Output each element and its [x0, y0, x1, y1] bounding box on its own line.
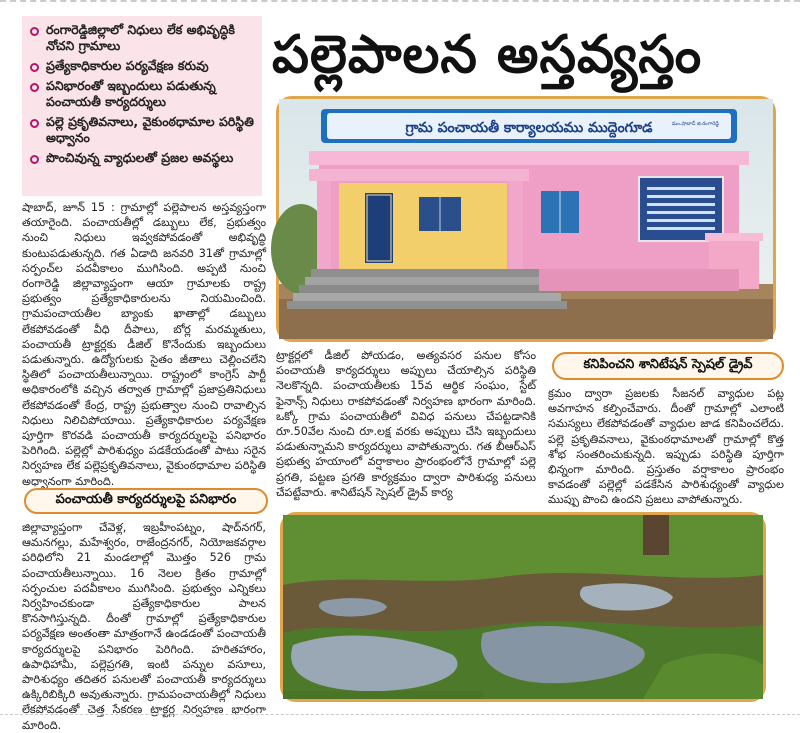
- highlight-text: పొంచివున్న వ్యాధులతో ప్రజల అవస్థలు: [46, 150, 234, 165]
- panchayat-office-photo: [276, 96, 776, 342]
- highlight-item: [30, 114, 256, 146]
- highlight-item: [30, 150, 256, 166]
- bullet-circle-icon: [30, 27, 39, 36]
- highlight-text: రంగారెడ్డిజిల్లాలో నిధులు లేక అభివృద్ధికి నోచని గ్రామాలు: [46, 22, 235, 53]
- top-dashed-rule: [0, 0, 800, 2]
- article-body-col3: క్రమం ద్వారా ప్రజలకు సీజనల్ వ్యాధుల పట్ల అవగాహన కల్పించేవారు. దీంతో గ్రామాల్లో ఎలాంటి సమస్యలు లేకపోవడంతో వ్యాధుల జాడ కనిపించలేదు. పల్లె ప్రకృతివనాలు, వైకుంఠధామాలతో గ్రామాల్లో కొత్త శోభ సంతరించుకున్నది. ఇప్పుడు పరిస్థితి పూర్తిగా భిన్నంగా మారింది. ప్రస్తుతం వర్షాకాలం ప్రారంభం కావడంతో పల్లెల్లో పడకేసిన పారిశుధ్యంతో వ్యాధుల ముప్పు పొంచి ఉందని ప్రజలు వాపోతున్నారు.: [548, 387, 784, 507]
- building-illustration: [279, 99, 773, 339]
- bullet-circle-icon: [30, 83, 39, 92]
- highlight-text: ప్రత్యేకాధికారుల పర్యవేక్షణ కరువు: [46, 58, 209, 73]
- headline: పల్లెపాలన అస్తవ్యస్తం: [272, 25, 703, 85]
- puddle-illustration: [283, 515, 763, 699]
- subheading-secretaries: పంచాయతీ కార్యదర్శులపై పనిభారం: [24, 488, 268, 514]
- article-body-col1-bottom: జిల్లావ్యాప్తంగా చేవెళ్ల, ఇబ్రహీంపట్నం, షాద్‌నగర్, ఆమనగల్లు, మహేశ్వరం, రాజేంద్రనగర్, నియోజకవర్గాల పరిధిలోని 21 మండలాల్లో మొత్తం 526 గ్రామ పంచాయతీలున్నాయి. 16 నెలల క్రితం గ్రామాల్లో సర్పంచుల పదవీకాలం ముగిసింది. ప్రభుత్వం ఎన్నికలు నిర్వహించకుండా ప్రత్యేకాధికారుల పాలన కొనసాగిస్తున్నది. దీంతో గ్రామాల్లో ప్రత్యేకాధికారుల పర్యవేక్షణ అంతంతా మాత్రంగానే ఉండడంతో పంచాయతీ కార్యదర్శులపై పనిభారం పెరిగింది. హరితహారం, ఉపాధిహామీ, పల్లెప్రగతి, ఇంటి పన్నుల వసూలు, పారిశుధ్యం తదితర పనులతో పంచాయతీ కార్యదర్శులు ఉక్కిరిబిక్కిరి అవుతున్నారు. గ్రామపంచాయతీల్లో నిధులు లేకపోవడంతో చెత్త సేకరణ ట్రాక్టర్ల నిర్వహణ భారంగా మారింది.: [22, 521, 266, 732]
- bottom-dashed-rule: [0, 714, 800, 715]
- subheading-sanitation-drive: కనిపించని శానిటేషన్ స్పెషల్ డ్రైవ్: [552, 352, 784, 380]
- bullet-circle-icon: [30, 63, 39, 72]
- highlights-box: [22, 16, 262, 196]
- article-body-col2: ట్రాక్టర్లలో డీజిల్ పోయడం, అత్యవసర పనుల కోసం పంచాయతీ కార్యదర్శులు అప్పులు చేయాల్సిన పరిస్థితి నెలకొన్నది. పంచాయతీలకు 15వ ఆర్థిక సంఘం, స్టేట్ ఫైనాన్స్ నిధులు రాకపోవడంతో నిర్వహణ భారంగా మారింది. ఒక్కో గ్రామ పంచాయతీలో వివిధ పనులు చేపట్టడానికి రూ.50వేల నుంచి రూ.లక్ష వరకు అప్పులు చేసి ఇబ్బందులు పడుతున్నామని కార్యదర్శులు వాపోతున్నారు. గత బీఆర్‌ఎస్ ప్రభుత్వ హయాంలో వర్షాకాలం ప్రారంభంలోనే గ్రామాల్లో పల్లె ప్రగతి, పట్టణ ప్రగతి కార్యక్రమం ద్వారా పారిశుధ్య పనులు చేపట్టేవారు. శానిటేషన్ స్పెషల్ డ్రైవ్ కార్య: [276, 349, 536, 499]
- bullet-circle-icon: [30, 155, 39, 164]
- office-sign-text: గ్రామ పంచాయతీ కార్యాలయము ముద్దెంగూడ: [405, 120, 653, 136]
- article-body-col1: షాబాద్, జూన్ 15 : గ్రామాల్లో పల్లెపాలన అస్తవ్యస్తంగా తయారైంది. పంచాయతీల్లో డబ్బులు లేక, ప్రభుత్వం నుంచి నిధులు ఇవ్వకపోవడంతో అభివృద్ధి కుంటుపడుతున్నది. గత ఏడాది జనవరి 31తో గ్రామాల్లో సర్పంచ్‌ల పదవీకాలం ముగిసింది. అప్పటి నుంచి రంగారెడ్డి జిల్లావ్యాప్తంగా ఆయా గ్రామాలకు రాష్ట్ర ప్రభుత్వం ప్రత్యేకాధికారులను నియమించింది. గ్రామపంచాయతీల బ్యాంకు ఖాతాల్లో డబ్బులు లేకపోవడంతో వీధి దీపాలు, బోర్ల మరమ్మతులు, పంచాయతీ ట్రాక్టర్లకు డీజిల్ కొనేందుకు ఇబ్బందులు పడుతున్నారు. ఉద్యోగులకు సైతం జీతాలు చెల్లించలేని స్థితిలో పంచాయతీలున్నాయి. రాష్ట్రంలో కాంగ్రెస్ పార్టీ అధికారంలోకి వచ్చిన తర్వాత గ్రామాల్లో ప్రజాప్రతినిధులు లేకపోవడంతో కేంద్ర, రాష్ట్ర ప్రభుత్వాల నుంచి రావాల్సిన నిధులు నిలిచిపోయాయి. ప్రత్యేకాధికారుల పర్యవేక్షణ పూర్తిగా కొరవడి పంచాయతీ కార్యదర్శులపై పనిభారం పెరిగింది. పల్లెల్లో పారిశుధ్యం పడకేయడంతో పాటు సరైన నిర్వహణ లేక పల్లెప్రకృతివనాలు, వైకుంఠధామాల పరిస్థితి అధ్వానంగా మారింది.: [22, 201, 266, 488]
- stagnant-water-photo: [280, 512, 766, 702]
- highlight-item: [30, 22, 256, 54]
- highlight-text: పనిభారంతో ఇబ్బందులు పడుతున్న పంచాయతీ కార్యదర్శులు: [46, 78, 216, 109]
- highlight-item: [30, 58, 256, 74]
- highlight-text: పల్లె ప్రకృతివనాలు, వైకుంఠధామాల పరిస్థితి అధ్వానం: [46, 114, 254, 145]
- bullet-circle-icon: [30, 119, 39, 128]
- office-sign-side-text: మం.షాబాద్ జి.రంగారెడ్డి: [671, 121, 719, 127]
- highlight-item: [30, 78, 256, 110]
